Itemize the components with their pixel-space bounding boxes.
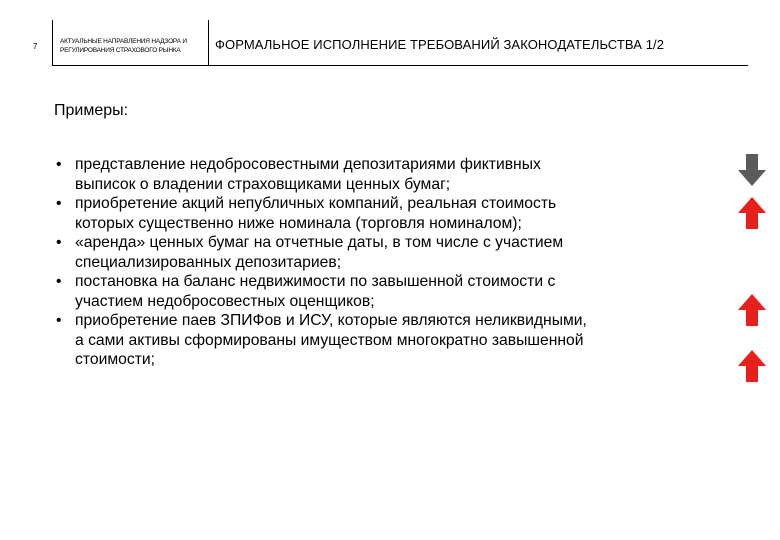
bullet-item <box>56 272 746 311</box>
bullet-line: участием недобросовестных оценщиков; <box>75 292 375 310</box>
slide-title: ФОРМАЛЬНОЕ ИСПОЛНЕНИЕ ТРЕБОВАНИЙ ЗАКОНОДАТЕЛЬСТВА 1/2 <box>215 37 665 52</box>
section-label <box>60 37 208 55</box>
header-divider-right <box>208 20 209 66</box>
bullet-line: • приобретение паев ЗПИФов и ИСУ, которые являются неликвидными, <box>75 312 587 329</box>
bullet-line: которых существенно ниже номинала (торговля номиналом); <box>75 214 522 232</box>
bullet-list <box>56 155 746 370</box>
bullet-line: выписок о владении страховщиками ценных бумаг; <box>75 175 451 193</box>
examples-heading: Примеры: <box>54 102 129 119</box>
arrow-up-icon <box>738 197 766 229</box>
bullet-item <box>56 194 746 233</box>
section-label-line: РЕГУЛИРОВАНИЯ СТРАХОВОГО РЫНКА <box>60 47 181 54</box>
bullet-line: стоимости; <box>75 351 155 368</box>
bullet-item <box>56 233 746 272</box>
bullet-line: а сами активы сформированы имуществом многократно завышенной <box>75 331 584 349</box>
bullet-line: • «аренда» ценных бумаг на отчетные даты, в том числе с участием <box>75 234 564 251</box>
bullet-line: • постановка на баланс недвижимости по завышенной стоимости с <box>75 273 556 290</box>
section-label-line: АКТУАЛЬНЫЕ НАПРАВЛЕНИЯ НАДЗОРА И <box>60 38 187 45</box>
arrow-down-icon <box>738 154 766 186</box>
header-rule <box>52 65 748 66</box>
arrow-up-icon <box>738 350 766 382</box>
bullet-item <box>56 311 746 370</box>
bullet-line: • представление недобросовестными депозитариями фиктивных <box>75 156 541 173</box>
arrow-up-icon <box>738 294 766 326</box>
page-number: 7 <box>33 42 38 51</box>
bullet-item <box>56 155 746 194</box>
header-divider-left <box>52 20 53 66</box>
bullet-line: • приобретение акций непубличных компаний, реальная стоимость <box>75 195 557 212</box>
bullet-line: специализированных депозитариев; <box>75 253 342 271</box>
